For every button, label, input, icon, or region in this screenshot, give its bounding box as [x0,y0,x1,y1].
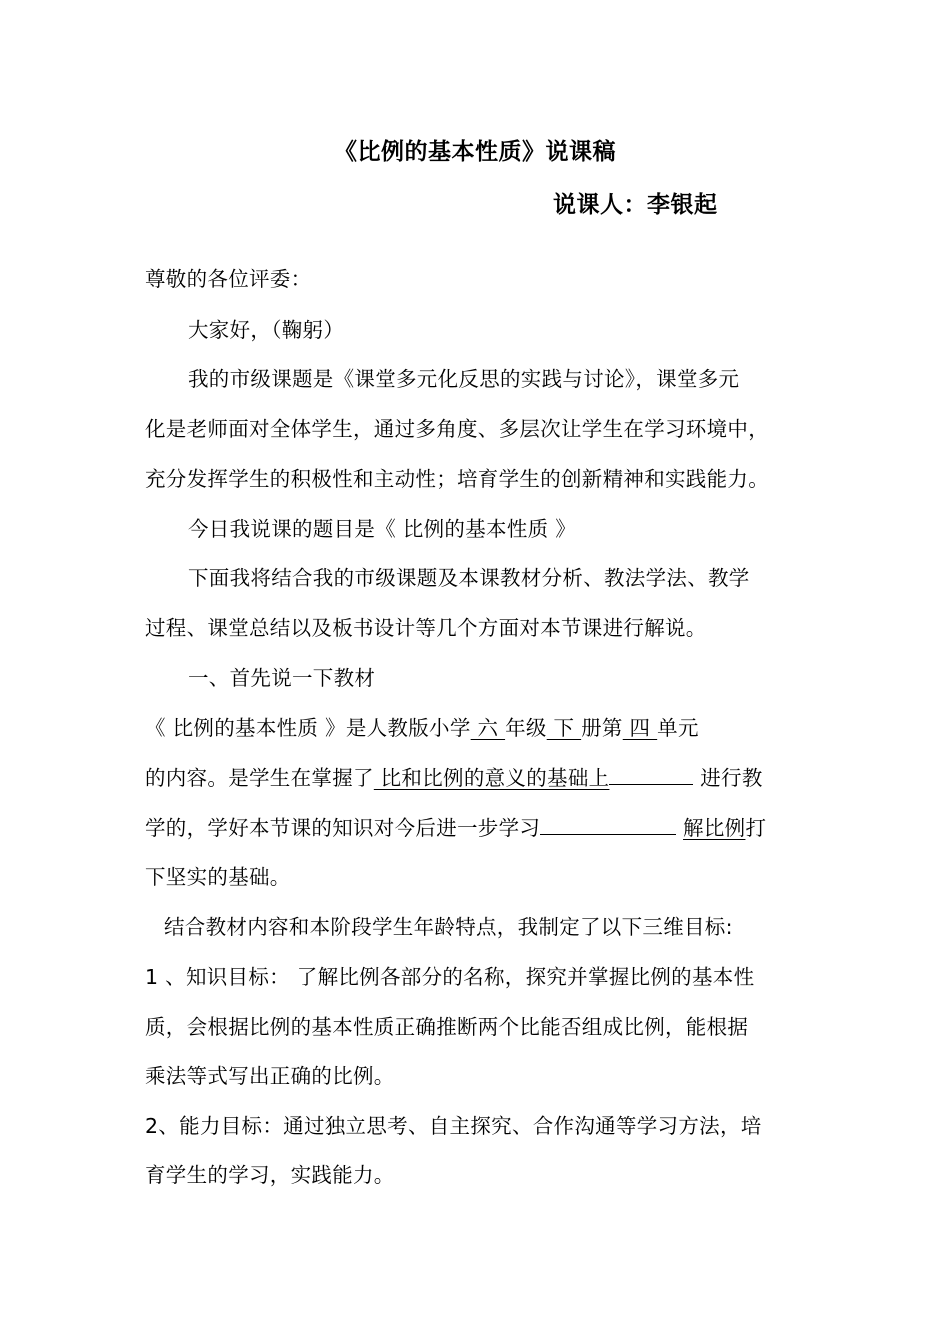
grade-field: 六 [470,716,506,740]
textbook-line-1 [145,711,699,741]
paragraph-1-line-3: 充分发挥学生的积极性和主动性；培育学生的创新精神和实践能力。 [145,467,769,491]
textbook-line-4: 下坚实的基础。 [145,865,291,889]
goal-1-line-2: 质，会根据比例的基本性质正确推断两个比能否组成比例，能根据 [145,1015,749,1039]
greeting: 尊敬的各位评委： [145,267,312,291]
textbook-text: 进行教 [693,766,763,790]
blank-underline [609,764,693,785]
goal-1-line-3: 乘法等式写出正确的比例。 [145,1064,395,1088]
textbook-text: 的内容。是学生在掌握了 [145,766,374,790]
textbook-text: 学的，学好本节课的知识对今后进一步学习 [145,816,541,840]
textbook-line-2 [145,761,763,791]
goal-2-line-1: 2、能力目标：通过独立思考、自主探究、合作沟通等学习方法，培 [145,1114,762,1138]
paragraph-3-line-2: 过程、课堂总结以及板书设计等几个方面对本节课进行解说。 [145,616,707,640]
volume-field: 下 [546,716,582,740]
textbook-text: 单元 [657,716,699,740]
future-learning-field: 解比例 [683,816,746,840]
goals-intro: 结合教材内容和本阶段学生年龄特点，我制定了以下三维目标: [164,915,733,939]
section-heading-textbook: 一、首先说一下教材 [188,666,376,690]
textbook-text: 《 比例的基本性质 》是人教版小学 [145,716,471,740]
paragraph-1-line-2: 化是老师面对全体学生，通过多角度、多层次让学生在学习环境中， [145,417,769,441]
speaker-line: 说课人：李银起 [553,192,718,218]
prior-knowledge-field: 比和比例的意义的基础上 [373,766,610,790]
goal-1-line-1: 1 、知识目标： 了解比例各部分的名称，探究并掌握比例的基本性 [145,965,755,989]
textbook-text: 册第 [581,716,623,740]
paragraph-1-line-1: 我的市级课题是《课堂多元化反思的实践与讨论》，课堂多元 [188,367,740,391]
unit-field: 四 [622,716,658,740]
goal-2-line-2: 育学生的学习，实践能力。 [145,1163,395,1187]
paragraph-3-line-1: 下面我将结合我的市级课题及本课教材分析、教法学法、教学 [188,566,750,590]
textbook-text: 打 [745,816,767,840]
hello-line: 大家好，（鞠躬） [188,318,345,342]
blank-underline [540,814,676,835]
textbook-text: 年级 [505,716,547,740]
paragraph-2: 今日我说课的题目是《 比例的基本性质 》 [188,517,577,541]
textbook-line-3 [145,811,766,841]
page-title: 《比例的基本性质》说课稿 [334,139,616,165]
